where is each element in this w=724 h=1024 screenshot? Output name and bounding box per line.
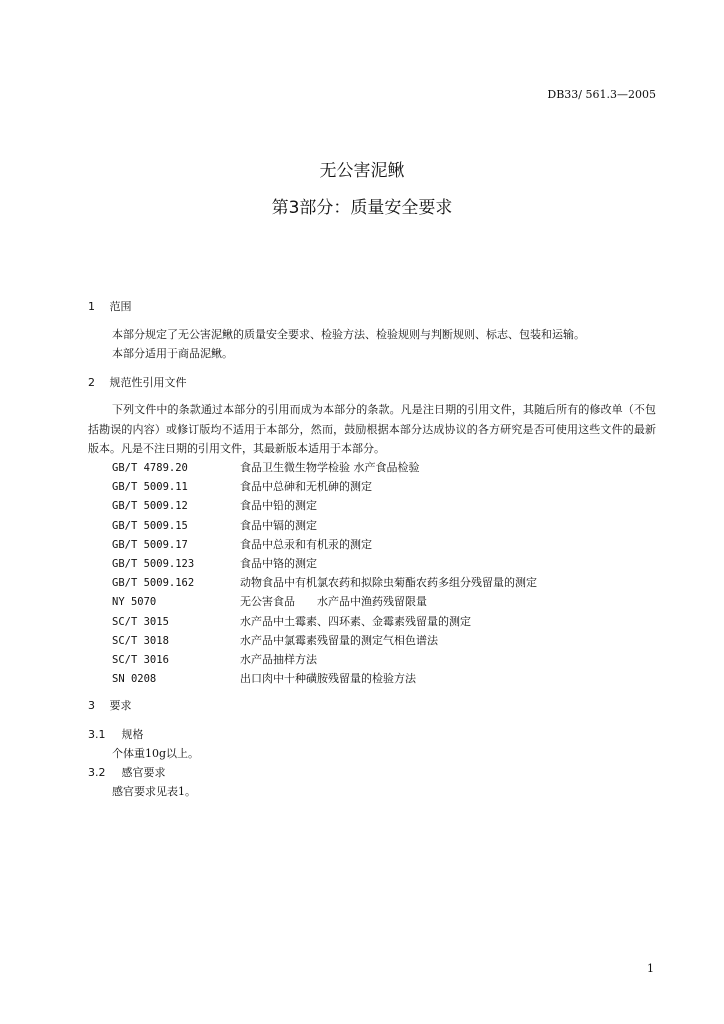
reference-row: [112, 555, 537, 574]
section-2-heading: [88, 374, 187, 390]
reference-row: [112, 497, 537, 516]
reference-title: 出口肉中十种磺胺残留量的检验方法: [240, 672, 416, 686]
standard-code: DB33/ 561.3—2005: [547, 88, 656, 101]
reference-title: 食品中总砷和无机砷的测定: [240, 480, 372, 494]
reference-row: [112, 574, 537, 593]
subsection-3-2-text: 感官要求见表1。: [112, 785, 196, 798]
reference-title: 食品中镉的测定: [240, 518, 317, 532]
reference-title: 动物食品中有机氯农药和拟除虫菊酯农药多组分残留量的测定: [240, 576, 537, 590]
reference-title: 食品中总汞和有机汞的测定: [240, 537, 372, 551]
reference-row: [112, 459, 537, 478]
reference-row: [112, 670, 537, 689]
reference-title: 无公害食品 水产品中渔药残留限量: [240, 595, 427, 609]
section-3-heading: [88, 697, 132, 713]
reference-code: GB/T 5009.15: [112, 519, 188, 532]
subsection-title: 规格: [121, 728, 144, 741]
reference-code: GB/T 5009.123: [112, 557, 195, 570]
section-number: 2: [88, 376, 95, 389]
reference-title: 食品卫生微生物学检验 水产食品检验: [240, 461, 420, 474]
subsection-number: 3.1: [88, 728, 106, 741]
reference-list: [112, 459, 537, 689]
reference-code: GB/T 5009.17: [112, 538, 188, 551]
reference-code: GB/T 5009.11: [112, 481, 188, 494]
section-number: 3: [88, 699, 95, 712]
subsection-3-1-heading: [88, 726, 144, 742]
reference-row: [112, 478, 537, 497]
section-1-paragraph-1: 本部分规定了无公害泥鳅的质量安全要求、检验方法、检验规则与判断规则、标志、包装和运输。: [112, 328, 585, 341]
section-1-heading: [88, 298, 132, 314]
reference-row: [112, 517, 537, 536]
section-2-paragraph: 下列文件中的条款通过本部分的引用而成为本部分的条款。凡是注日期的引用文件，其随后所有的修改单（不包括勘误的内容）或修订版均不适用于本部分，然而，鼓励根据本部分达成协议的各方研究是否可使用这些文件的最新版本。凡是不注日期的引用文件，其最新版本适用于本部分。: [88, 403, 656, 455]
page-number: 1: [647, 962, 654, 975]
reference-row: [112, 651, 537, 670]
section-title: 要求: [109, 699, 132, 712]
reference-title: 食品中铬的测定: [240, 556, 317, 570]
subsection-title: 感官要求: [121, 766, 166, 779]
reference-title: 食品中铅的测定: [240, 499, 317, 513]
reference-code: GB/T 5009.162: [112, 577, 195, 590]
subsection-3-2-heading: [88, 764, 166, 780]
document-subtitle: 第3部分：质量安全要求: [271, 198, 453, 218]
reference-row: [112, 593, 537, 612]
reference-title: 水产品中氯霉素残留量的测定气相色谱法: [240, 633, 438, 647]
section-title: 规范性引用文件: [109, 376, 187, 389]
reference-code: GB/T 5009.12: [112, 500, 188, 513]
reference-code: SC/T 3015: [112, 615, 169, 628]
section-1-paragraph-2: 本部分适用于商品泥鳅。: [112, 347, 233, 360]
reference-code: GB/T 4789.20: [112, 462, 188, 474]
subsection-3-1-text: 个体重10g以上。: [112, 747, 200, 760]
reference-row: [112, 632, 537, 651]
subsection-number: 3.2: [88, 766, 106, 779]
reference-title: 水产品抽样方法: [240, 652, 317, 666]
section-number: 1: [88, 300, 95, 313]
reference-code: SN 0208: [112, 673, 157, 686]
reference-row: [112, 536, 537, 555]
section-title: 范围: [109, 300, 132, 313]
reference-code: SC/T 3018: [112, 634, 169, 647]
reference-code: NY 5070: [112, 596, 157, 609]
reference-code: SC/T 3016: [112, 653, 169, 666]
reference-row: [112, 613, 537, 632]
reference-title: 水产品中土霉素、四环素、金霉素残留量的测定: [240, 614, 471, 628]
document-title: 无公害泥鳅: [319, 161, 405, 181]
